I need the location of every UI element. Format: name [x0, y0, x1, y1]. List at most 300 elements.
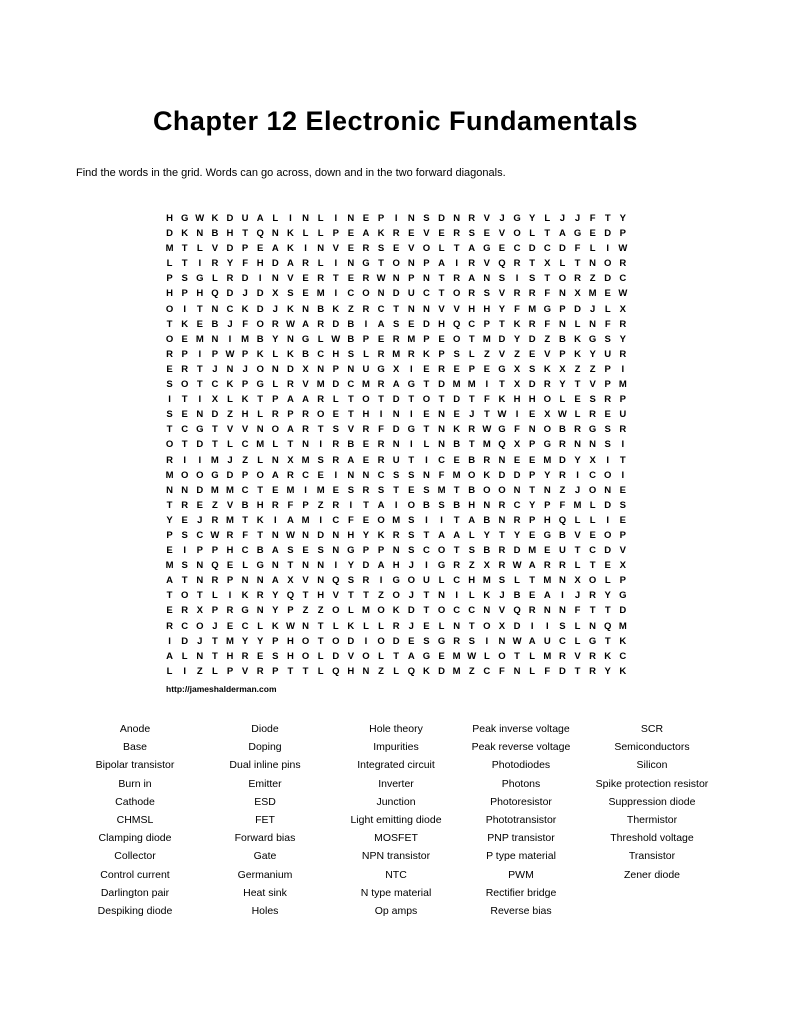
grid-letter: J	[197, 514, 203, 526]
grid-letter: L	[529, 228, 536, 240]
word-list-item: Phototransistor	[485, 813, 557, 826]
grid-letter: I	[228, 590, 232, 602]
grid-letter: X	[272, 288, 279, 300]
grid-letter: T	[468, 620, 475, 632]
grid-letter: Y	[529, 499, 536, 511]
grid-letter: I	[183, 303, 186, 315]
grid-letter: I	[319, 514, 322, 526]
grid-letter: X	[559, 363, 566, 375]
grid-row	[162, 453, 630, 468]
grid-letter: G	[543, 439, 551, 451]
grid-letter: S	[408, 514, 415, 526]
grid-letter: C	[468, 605, 476, 617]
grid-letter: Z	[514, 348, 520, 360]
grid-letter: T	[196, 363, 203, 375]
grid-row	[162, 332, 630, 347]
grid-letter: E	[166, 363, 173, 375]
grid-letter: E	[423, 363, 430, 375]
grid-letter: U	[241, 213, 249, 224]
grid-letter: K	[181, 318, 189, 330]
grid-letter: R	[362, 424, 370, 436]
grid-letter: I	[425, 454, 428, 466]
grid-letter: J	[408, 560, 414, 572]
grid-letter: K	[513, 318, 521, 330]
grid-letter: R	[589, 665, 597, 677]
grid-letter: K	[241, 394, 249, 406]
grid-letter: B	[468, 484, 476, 496]
grid-row	[162, 664, 630, 679]
grid-letter: R	[574, 273, 581, 285]
grid-letter: S	[347, 484, 355, 496]
grid-letter: L	[227, 439, 233, 451]
word-list-item: Cathode	[115, 795, 155, 808]
grid-letter: A	[271, 545, 279, 557]
grid-letter: D	[332, 379, 340, 391]
grid-letter: E	[181, 333, 188, 345]
grid-letter: H	[166, 213, 173, 224]
grid-letter: H	[347, 665, 355, 677]
grid-letter: E	[453, 363, 460, 375]
grid-letter: F	[589, 213, 596, 224]
grid-letter: I	[274, 514, 277, 526]
grid-letter: S	[287, 288, 294, 300]
grid-letter: R	[302, 258, 309, 270]
grid-letter: E	[377, 333, 385, 345]
grid-letter: T	[453, 243, 460, 255]
grid-letter: T	[468, 394, 475, 406]
grid-letter: N	[422, 273, 430, 285]
grid-letter: K	[256, 514, 264, 526]
grid-letter: L	[589, 243, 596, 255]
grid-letter: R	[453, 228, 461, 240]
grid-letter: L	[166, 665, 173, 677]
grid-letter: Y	[257, 635, 264, 647]
grid-letter: Z	[589, 273, 596, 285]
grid-letter: Y	[544, 469, 551, 481]
instructions: Find the words in the grid. Words can go across, down and in the two forward diagonals.	[76, 167, 506, 179]
grid-letter: N	[438, 590, 445, 602]
grid-letter: L	[604, 575, 611, 587]
grid-letter: P	[332, 228, 339, 240]
grid-letter: M	[528, 303, 537, 315]
grid-letter: T	[287, 665, 294, 677]
grid-letter: B	[347, 439, 355, 451]
grid-letter: I	[168, 635, 171, 647]
grid-letter: J	[574, 484, 581, 496]
source-url-link[interactable]: http://jameshalderman.com	[166, 684, 277, 694]
grid-letter: E	[408, 484, 415, 496]
word-list-item: Threshold voltage	[610, 832, 694, 845]
grid-letter: L	[211, 590, 218, 602]
grid-letter: S	[498, 273, 506, 285]
grid-letter: A	[302, 318, 309, 330]
grid-letter: K	[226, 379, 234, 391]
grid-letter: E	[257, 243, 264, 255]
grid-letter: O	[498, 650, 506, 662]
grid-letter: W	[210, 529, 220, 541]
grid-letter: T	[423, 424, 430, 436]
grid-letter: A	[377, 560, 385, 572]
grid-letter: A	[438, 529, 445, 541]
grid-letter: N	[256, 575, 264, 587]
grid-letter: I	[198, 394, 202, 406]
grid-letter: T	[468, 333, 475, 345]
grid-letter: T	[211, 439, 218, 451]
grid-letter: M	[362, 605, 370, 617]
grid-letter: S	[529, 273, 536, 285]
grid-letter: V	[589, 379, 596, 391]
grid-letter: S	[468, 635, 475, 647]
grid-letter: V	[226, 499, 234, 511]
grid-letter: T	[287, 560, 294, 572]
grid-letter: R	[438, 363, 445, 375]
grid-letter: P	[559, 348, 566, 360]
grid-letter: H	[226, 228, 234, 240]
grid-letter: T	[453, 514, 460, 526]
word-list-item: Spike protection resistor	[595, 777, 709, 790]
grid-letter: Q	[211, 288, 219, 300]
grid-letter: O	[543, 394, 551, 406]
grid-letter: P	[332, 363, 339, 375]
grid-letter: O	[604, 529, 612, 541]
grid-letter: N	[196, 575, 204, 587]
word-list-item: Impurities	[373, 741, 419, 754]
grid-letter: H	[256, 499, 264, 511]
grid-letter: O	[301, 650, 310, 662]
grid-letter: I	[198, 258, 202, 270]
grid-letter: F	[378, 424, 384, 436]
grid-letter: M	[452, 469, 461, 481]
grid-letter: E	[529, 454, 536, 466]
grid-letter: F	[287, 499, 294, 511]
grid-letter: O	[196, 469, 204, 481]
grid-letter: Q	[513, 605, 521, 617]
grid-letter: F	[499, 665, 505, 677]
grid-letter: G	[588, 424, 597, 436]
grid-letter: L	[257, 454, 264, 466]
grid-letter: T	[529, 484, 536, 496]
grid-letter: N	[317, 560, 325, 572]
grid-letter: J	[272, 303, 278, 315]
grid-letter: E	[423, 409, 430, 421]
grid-letter: G	[513, 213, 521, 224]
grid-letter: P	[287, 605, 294, 617]
grid-letter: O	[377, 514, 385, 526]
grid-letter: T	[302, 665, 309, 677]
grid-letter: G	[588, 333, 597, 345]
grid-letter: A	[286, 514, 294, 526]
word-list-item: N type material	[360, 886, 432, 899]
grid-letter: N	[211, 303, 219, 315]
grid-letter: U	[619, 409, 627, 421]
grid-letter: H	[468, 499, 476, 511]
grid-letter: O	[498, 484, 506, 496]
grid-letter: B	[558, 333, 566, 345]
grid-letter: D	[422, 318, 430, 330]
grid-letter: X	[619, 560, 626, 572]
grid-letter: T	[347, 394, 354, 406]
grid-letter: T	[211, 635, 218, 647]
grid-letter: S	[408, 529, 415, 541]
grid-letter: D	[286, 363, 294, 375]
grid-letter: G	[196, 424, 204, 436]
grid-letter: D	[498, 333, 506, 345]
grid-letter: J	[469, 409, 475, 421]
grid-letter: M	[452, 650, 461, 662]
grid-letter: N	[498, 635, 506, 647]
grid-letter: V	[408, 243, 415, 255]
word-list-item: Photons	[501, 777, 541, 790]
grid-letter: F	[604, 318, 611, 330]
grid-letter: P	[211, 545, 219, 557]
grid-letter: D	[604, 228, 612, 240]
word-list-item: Hole theory	[369, 723, 423, 735]
grid-letter: E	[438, 228, 445, 240]
grid-letter: O	[377, 635, 385, 647]
grid-letter: I	[485, 635, 489, 647]
grid-letter: G	[619, 590, 627, 602]
grid-letter: C	[181, 620, 189, 632]
grid-letter: C	[181, 424, 189, 436]
grid-letter: V	[423, 228, 430, 240]
grid-letter: G	[196, 273, 204, 285]
grid-letter: L	[257, 409, 264, 421]
grid-letter: T	[378, 258, 384, 270]
grid-letter: Y	[513, 333, 521, 345]
grid-letter: R	[528, 605, 536, 617]
grid-letter: G	[543, 529, 551, 541]
grid-letter: C	[241, 545, 249, 557]
grid-letter: H	[362, 409, 370, 421]
grid-letter: T	[604, 213, 611, 224]
word-list-item: Silicon	[636, 759, 668, 772]
grid-letter: H	[347, 529, 355, 541]
grid-letter: E	[423, 620, 430, 632]
grid-letter: Y	[347, 560, 355, 572]
grid-letter: U	[543, 635, 551, 647]
grid-letter: H	[392, 560, 400, 572]
grid-letter: A	[271, 243, 279, 255]
grid-letter: O	[165, 303, 174, 315]
grid-letter: I	[455, 590, 458, 602]
grid-letter: I	[485, 379, 489, 391]
word-list-item: Op amps	[374, 904, 418, 917]
grid-letter: N	[211, 333, 219, 345]
grid-letter: E	[589, 529, 596, 541]
grid-letter: T	[181, 439, 188, 451]
grid-letter: L	[529, 650, 536, 662]
grid-letter: X	[302, 363, 309, 375]
grid-letter: S	[393, 318, 400, 330]
grid-letter: D	[196, 484, 204, 496]
grid-letter: W	[467, 650, 477, 662]
grid-letter: N	[347, 213, 355, 224]
grid-letter: L	[242, 560, 248, 572]
grid-row	[162, 528, 630, 543]
grid-row	[162, 286, 630, 301]
grid-letter: D	[528, 333, 536, 345]
grid-letter: W	[376, 273, 386, 285]
grid-letter: O	[422, 243, 431, 255]
grid-letter: O	[377, 605, 385, 617]
grid-letter: E	[302, 273, 309, 285]
grid-letter: R	[317, 394, 325, 406]
grid-letter: K	[211, 213, 219, 224]
grid-letter: T	[196, 303, 203, 315]
grid-letter: Z	[227, 409, 233, 421]
grid-letter: L	[317, 258, 324, 270]
grid-letter: E	[513, 454, 521, 466]
grid-letter: C	[241, 439, 249, 451]
grid-letter: R	[589, 409, 597, 421]
grid-letter: E	[438, 333, 445, 345]
grid-letter: N	[271, 454, 279, 466]
grid-letter: S	[498, 575, 506, 587]
word-search-grid	[162, 211, 630, 679]
grid-letter: T	[181, 243, 188, 255]
grid-letter: Y	[529, 213, 536, 224]
grid-letter: N	[302, 620, 309, 632]
grid-row	[162, 271, 630, 286]
grid-letter: N	[513, 484, 521, 496]
grid-letter: T	[302, 590, 309, 602]
grid-letter: A	[377, 499, 385, 511]
grid-letter: D	[362, 560, 370, 572]
grid-letter: Y	[604, 665, 611, 677]
grid-letter: T	[393, 484, 400, 496]
grid-letter: V	[453, 303, 460, 315]
grid-letter: V	[332, 243, 339, 255]
word-list-item: Zener diode	[623, 868, 681, 881]
grid-letter: X	[483, 560, 491, 572]
grid-letter: K	[271, 620, 279, 632]
grid-letter: I	[576, 469, 579, 481]
grid-letter: V	[226, 424, 234, 436]
grid-letter: W	[331, 333, 341, 345]
grid-letter: O	[588, 484, 597, 496]
grid-letter: P	[377, 213, 385, 224]
grid-letter: Z	[347, 303, 354, 315]
grid-letter: R	[392, 228, 400, 240]
grid-letter: S	[317, 454, 324, 466]
grid-letter: N	[392, 273, 400, 285]
grid-letter: Y	[226, 258, 234, 270]
grid-letter: N	[347, 258, 355, 270]
grid-letter: W	[285, 620, 295, 632]
grid-letter: T	[378, 394, 384, 406]
grid-letter: P	[166, 529, 173, 541]
grid-letter: D	[392, 288, 400, 300]
grid-letter: H	[483, 303, 491, 315]
grid-letter: D	[438, 379, 445, 391]
grid-letter: I	[379, 409, 383, 421]
grid-letter: W	[225, 348, 235, 360]
grid-letter: P	[559, 303, 566, 315]
word-list-item: Base	[123, 741, 147, 754]
grid-letter: Y	[513, 529, 521, 541]
grid-letter: I	[334, 258, 338, 270]
grid-letter: D	[528, 243, 536, 255]
grid-letter: R	[181, 605, 189, 617]
grid-letter: T	[211, 650, 218, 662]
grid-letter: O	[256, 363, 264, 375]
grid-letter: I	[530, 620, 534, 632]
grid-letter: L	[257, 620, 264, 632]
grid-letter: X	[513, 363, 521, 375]
grid-letter: D	[271, 258, 279, 270]
grid-letter: N	[302, 213, 309, 224]
grid-letter: Y	[272, 605, 279, 617]
grid-letter: E	[483, 363, 491, 375]
grid-letter: N	[317, 363, 325, 375]
grid-letter: O	[165, 333, 174, 345]
grid-letter: N	[302, 560, 309, 572]
grid-letter: Q	[286, 590, 295, 602]
word-list-item: P type material	[486, 850, 556, 863]
grid-letter: X	[287, 575, 294, 587]
grid-letter: T	[514, 650, 520, 662]
word-list-item: CHMSL	[116, 813, 154, 826]
grid-letter: E	[226, 560, 234, 572]
grid-letter: A	[362, 228, 370, 240]
word-list-item: MOSFET	[374, 832, 418, 845]
grid-letter: R	[256, 590, 264, 602]
grid-letter: T	[423, 605, 430, 617]
grid-letter: T	[529, 575, 536, 587]
grid-letter: B	[558, 529, 566, 541]
grid-letter: H	[286, 650, 294, 662]
grid-letter: M	[588, 288, 597, 300]
grid-letter: F	[242, 318, 248, 330]
grid-letter: R	[468, 288, 476, 300]
grid-letter: S	[468, 228, 475, 240]
grid-letter: O	[180, 469, 189, 481]
grid-row	[162, 649, 630, 664]
grid-letter: S	[453, 348, 460, 360]
grid-letter: L	[468, 529, 475, 541]
grid-letter: L	[544, 213, 551, 224]
grid-letter: O	[362, 394, 370, 406]
grid-letter: D	[558, 454, 566, 466]
grid-letter: E	[196, 318, 203, 330]
grid-letter: N	[181, 484, 189, 496]
grid-letter: S	[408, 545, 415, 557]
grid-letter: O	[362, 650, 370, 662]
grid-letter: R	[362, 484, 370, 496]
grid-letter: M	[543, 650, 552, 662]
grid-letter: S	[589, 394, 596, 406]
grid-letter: D	[332, 318, 340, 330]
grid-letter: N	[407, 258, 415, 270]
grid-letter: T	[438, 288, 445, 300]
grid-letter: S	[347, 575, 355, 587]
grid-letter: M	[210, 454, 219, 466]
grid-letter: G	[437, 635, 446, 647]
grid-letter: K	[347, 620, 355, 632]
grid-letter: G	[498, 363, 506, 375]
grid-letter: F	[438, 469, 445, 481]
grid-letter: P	[362, 333, 370, 345]
grid-letter: N	[498, 514, 506, 526]
grid-letter: R	[558, 469, 566, 481]
grid-letter: L	[196, 243, 203, 255]
grid-letter: N	[332, 545, 340, 557]
grid-letter: N	[302, 439, 309, 451]
grid-letter: H	[468, 575, 476, 587]
grid-letter: W	[285, 318, 295, 330]
word-list-item: Integrated circuit	[357, 759, 435, 772]
grid-letter: D	[619, 605, 627, 617]
